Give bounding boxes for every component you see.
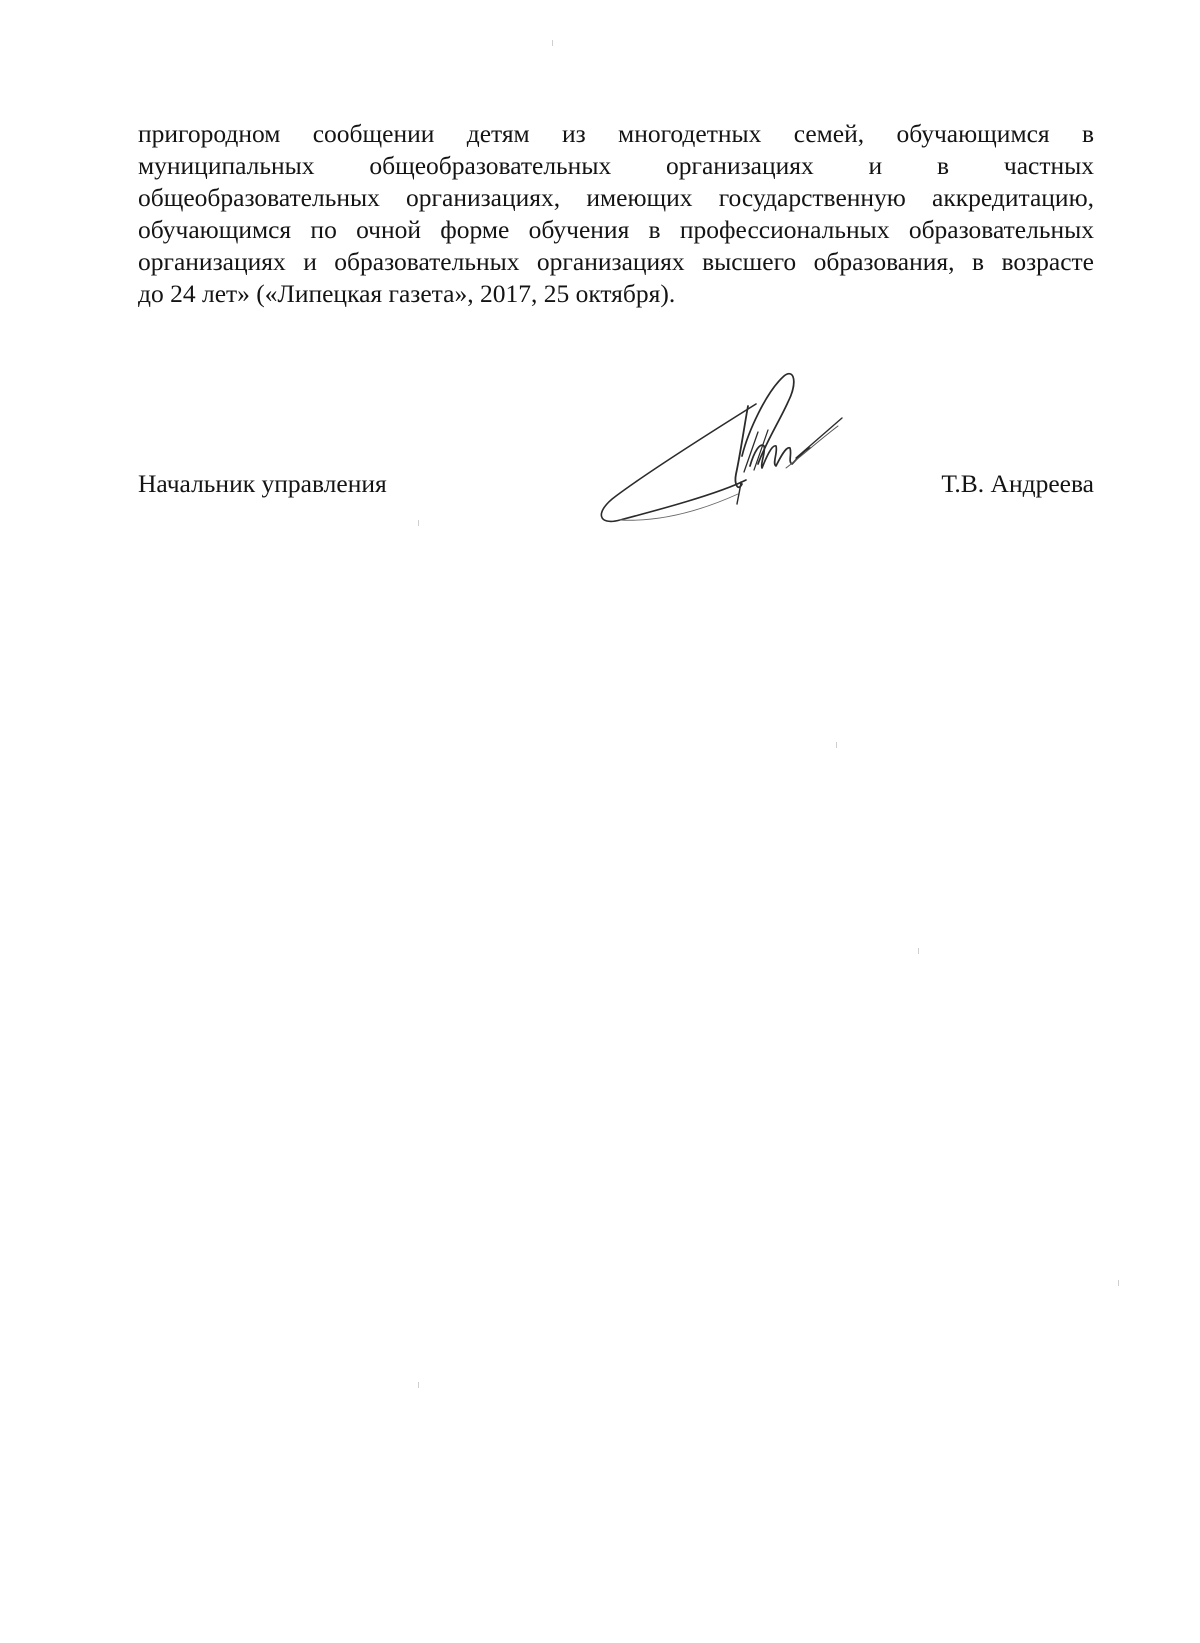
signer-name: Т.В. Андреева (941, 469, 1094, 498)
handwritten-signature (598, 372, 888, 557)
paragraph-line-2: муниципальных общеобразовательных организациях и в частных (138, 151, 1094, 180)
position-title: Начальник управления (138, 469, 387, 498)
scan-speck (1118, 1280, 1119, 1286)
paragraph-line-3: общеобразовательных организациях, имеющих государственную аккредитацию, (138, 183, 1094, 212)
paragraph-line-6: до 24 лет» («Липецкая газета», 2017, 25 октября). (138, 279, 676, 308)
scan-speck (918, 948, 919, 954)
paragraph-line-5: организациях и образовательных организациях высшего образования, в возрасте (138, 247, 1094, 276)
paragraph-line-4: обучающимся по очной форме обучения в профессиональных образовательных (138, 215, 1094, 244)
scan-speck (418, 1382, 419, 1388)
scan-speck (552, 40, 553, 46)
scan-speck (836, 742, 837, 748)
body-paragraph (138, 118, 1094, 310)
paragraph-line-1: пригородном сообщении детям из многодетных семей, обучающимся в (138, 119, 1094, 148)
scan-speck (418, 520, 419, 526)
